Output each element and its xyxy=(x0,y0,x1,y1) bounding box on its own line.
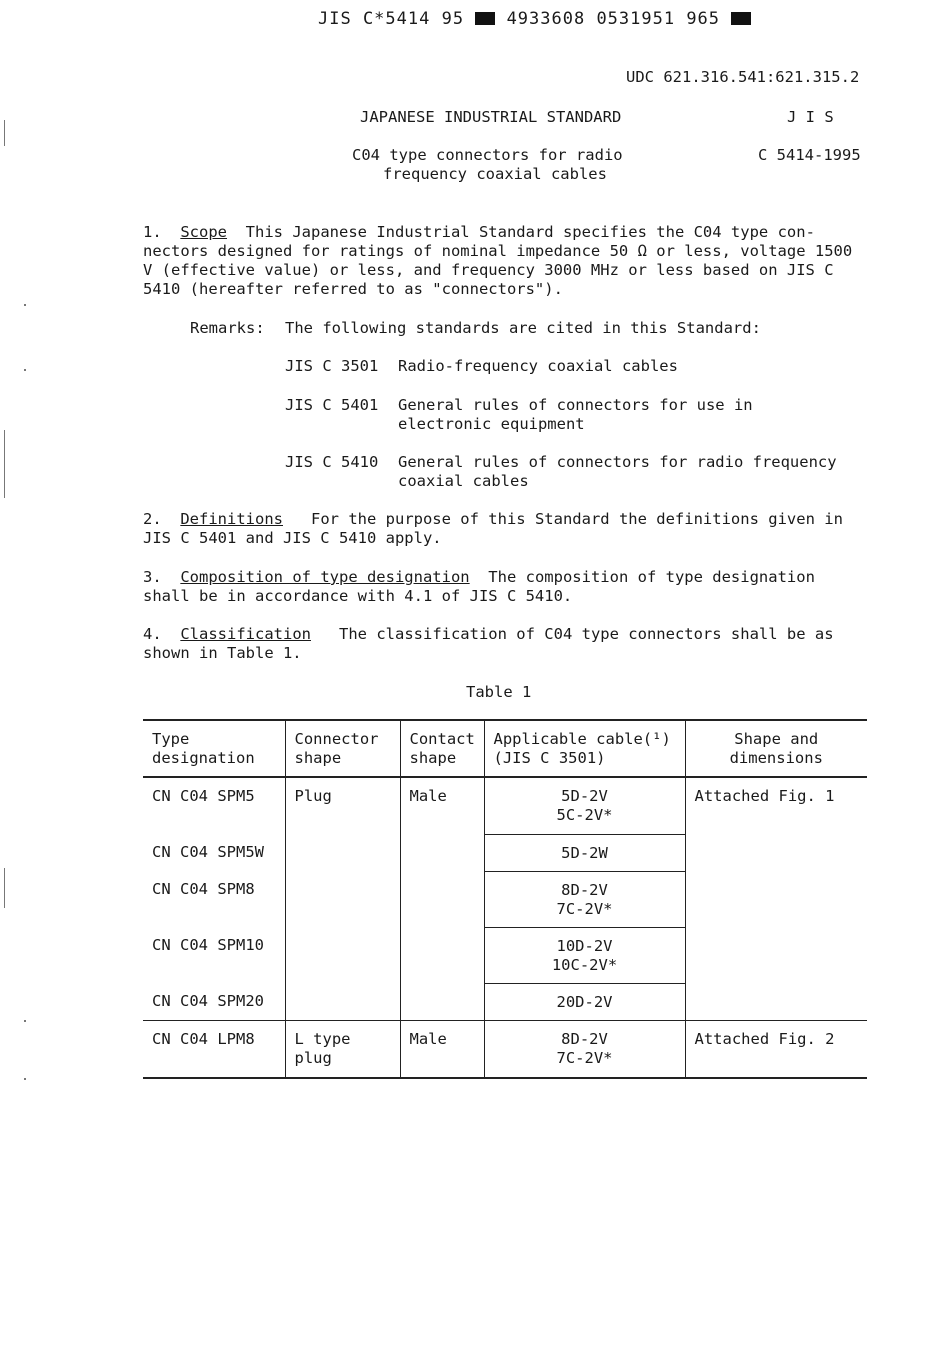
section-text-line: JIS C 5401 and JIS C 5410 apply. xyxy=(143,529,442,547)
table-row xyxy=(143,1021,867,1079)
cell-type: CN C04 SPM8 xyxy=(143,871,285,927)
table-1 xyxy=(143,719,867,1079)
section-composition xyxy=(143,568,873,606)
section-text-line: 5410 (hereafter referred to as "connectors"). xyxy=(143,280,563,298)
remarks-item-title: General rules of connectors for radio frequency xyxy=(398,453,837,471)
jis-label: J I S xyxy=(787,108,834,126)
cell-type: CN C04 LPM8 xyxy=(143,1021,285,1079)
cell-cable: 5D-2V 5C-2V* xyxy=(484,777,685,834)
cell-connector-shape: Plug xyxy=(285,777,400,1021)
remarks-text: The following standards are cited in this Standard: xyxy=(285,319,761,337)
header-type-designation: Type designation xyxy=(143,720,285,777)
remarks-item-title: coaxial cables xyxy=(398,472,529,490)
section-heading: Classification xyxy=(180,625,311,643)
remarks-item-title: General rules of connectors for use in xyxy=(398,396,753,414)
remarks-item-code: JIS C 5410 xyxy=(285,453,379,471)
doc-title-line-1: C04 type connectors for radio xyxy=(352,146,623,164)
cell-type: CN C04 SPM10 xyxy=(143,927,285,983)
section-text-line: V (effective value) or less, and frequency 3000 MHz or less based on JIS C xyxy=(143,261,834,279)
remarks-item-code: JIS C 5401 xyxy=(285,396,379,414)
header-code-mid: 4933608 0531951 965 xyxy=(506,9,721,29)
cell-cable: 8D-2V 7C-2V* xyxy=(484,1021,685,1079)
table-caption: Table 1 xyxy=(466,683,532,701)
section-text-line: The composition of type designation xyxy=(469,568,815,586)
table-header-row xyxy=(143,720,867,777)
black-block-icon xyxy=(475,12,495,25)
cell-cable: 10D-2V 10C-2V* xyxy=(484,927,685,983)
section-text-line: This Japanese Industrial Standard specifies the C04 type con- xyxy=(227,223,815,241)
scan-mark xyxy=(4,120,5,146)
standard-title: JAPANESE INDUSTRIAL STANDARD xyxy=(360,108,622,126)
scan-mark xyxy=(24,304,26,306)
section-text-line: shall be in accordance with 4.1 of JIS C 5410. xyxy=(143,587,573,605)
header-code-line xyxy=(318,10,751,29)
section-classification xyxy=(143,625,873,663)
section-number: 3. xyxy=(143,568,162,586)
section-heading: Composition of type designation xyxy=(180,568,470,586)
cell-type: CN C04 SPM5 xyxy=(143,777,285,834)
cell-contact-shape: Male xyxy=(400,777,484,1021)
cell-connector-shape: L type plug xyxy=(285,1021,400,1079)
header-shape-dimensions: Shape and dimensions xyxy=(685,720,867,777)
cell-cable: 8D-2V 7C-2V* xyxy=(484,871,685,927)
remarks-item-code: JIS C 3501 xyxy=(285,357,379,375)
doc-number: C 5414-1995 xyxy=(758,146,861,164)
scan-mark xyxy=(4,868,5,908)
section-text-line: For the purpose of this Standard the definitions given in xyxy=(283,510,843,528)
doc-title-line-2: frequency coaxial cables xyxy=(383,165,607,183)
section-text-line: nectors designed for ratings of nominal impedance 50 Ω or less, voltage 1500 xyxy=(143,242,853,260)
section-text-line: shown in Table 1. xyxy=(143,644,302,662)
udc-code: UDC 621.316.541:621.315.2 xyxy=(626,68,860,86)
header-connector-shape: Connector shape xyxy=(285,720,400,777)
section-number: 1. xyxy=(143,223,162,241)
section-text-line: The classification of C04 type connectors shall be as xyxy=(311,625,834,643)
scan-mark xyxy=(24,369,26,371)
cell-contact-shape: Male xyxy=(400,1021,484,1079)
scan-mark xyxy=(24,1078,26,1080)
table-row xyxy=(143,777,867,834)
header-code-left: JIS C*5414 95 xyxy=(318,9,465,29)
remarks-label: Remarks: xyxy=(190,319,265,337)
black-block-icon xyxy=(731,12,751,25)
scan-mark xyxy=(24,1020,26,1022)
cell-cable: 5D-2W xyxy=(484,834,685,871)
section-heading: Definitions xyxy=(180,510,283,528)
section-number: 2. xyxy=(143,510,162,528)
cell-shape: Attached Fig. 1 xyxy=(685,777,867,1021)
section-heading: Scope xyxy=(180,223,228,241)
header-contact-shape: Contact shape xyxy=(400,720,484,777)
cell-shape: Attached Fig. 2 xyxy=(685,1021,867,1079)
remarks-item-title: electronic equipment xyxy=(398,415,585,433)
scan-mark xyxy=(4,430,5,498)
remarks-item-title: Radio-frequency coaxial cables xyxy=(398,357,678,375)
cell-type: CN C04 SPM5W xyxy=(143,834,285,871)
section-number: 4. xyxy=(143,625,162,643)
cell-cable: 20D-2V xyxy=(484,983,685,1021)
section-definitions xyxy=(143,510,873,548)
header-applicable-cable: Applicable cable(¹) (JIS C 3501) xyxy=(484,720,685,777)
cell-type: CN C04 SPM20 xyxy=(143,983,285,1021)
section-scope xyxy=(143,223,873,299)
